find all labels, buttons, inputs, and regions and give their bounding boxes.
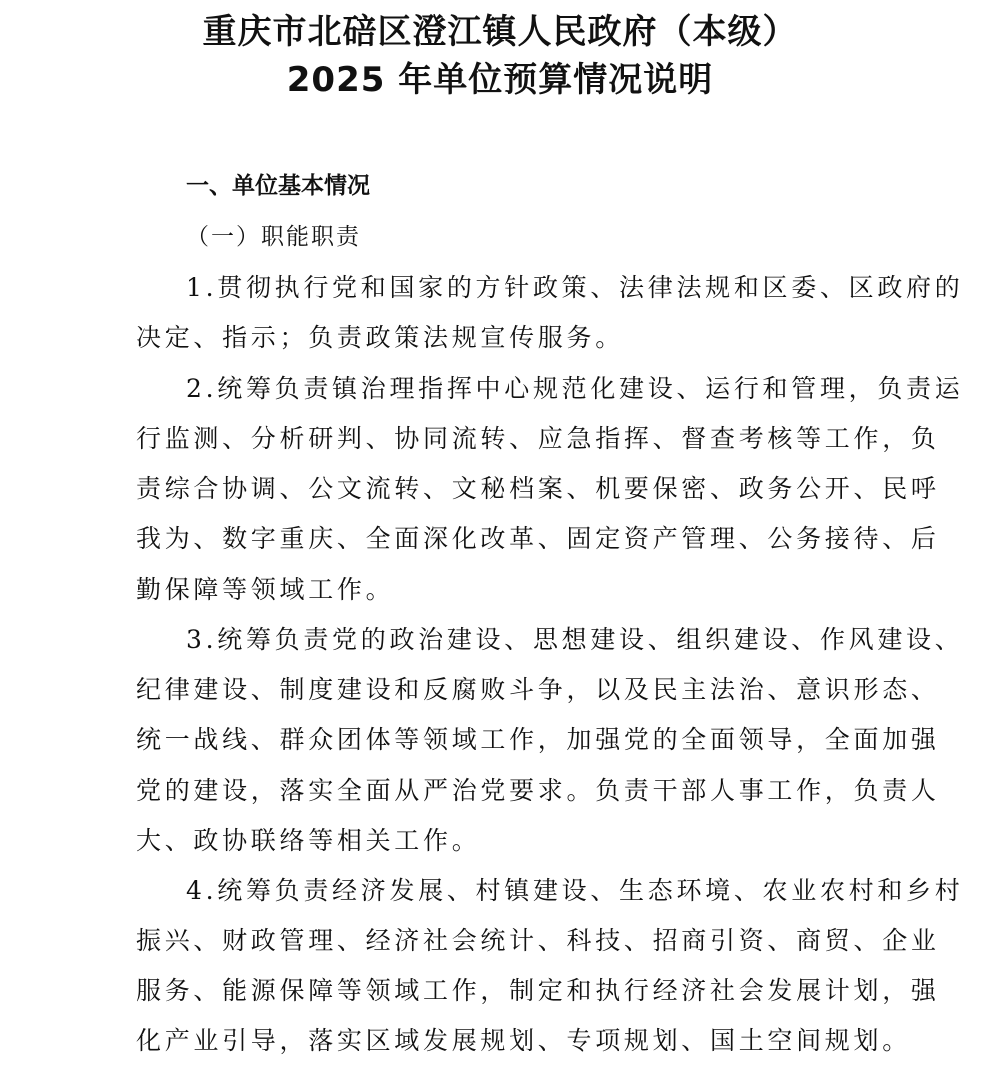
paragraph-4-line-1: 4.统筹负责经济发展、村镇建设、生态环境、农业农村和乡村 (186, 876, 964, 905)
paragraph-2-line-5: 勤保障等领域工作。 (136, 575, 395, 604)
section-heading: 一、单位基本情况 (186, 173, 370, 199)
document-title-line-1: 重庆市北碚区澄江镇人民政府（本级） (202, 12, 798, 52)
paragraph-2-line-4: 我为、数字重庆、全面深化改革、固定资产管理、公务接待、后 (136, 524, 940, 553)
paragraph-2-line-1: 2.统筹负责镇治理指挥中心规范化建设、运行和管理，负责运 (186, 374, 964, 403)
paragraph-3-line-2: 纪律建设、制度建设和反腐败斗争，以及民主法治、意识形态、 (136, 675, 940, 704)
paragraph-4-line-4: 化产业引导，落实区域发展规划、专项规划、国土空间规划。 (136, 1026, 911, 1055)
paragraph-2-line-3: 责综合协调、公文流转、文秘档案、机要保密、政务公开、民呼 (136, 474, 940, 503)
paragraph-3-line-5: 大、政协联络等相关工作。 (136, 826, 481, 855)
paragraph-2-line-2: 行监测、分析研判、协同流转、应急指挥、督查考核等工作，负 (136, 424, 940, 453)
document-title-line-2: 2025 年单位预算情况说明 (286, 60, 714, 100)
paragraph-3-line-4: 党的建设，落实全面从严治党要求。负责干部人事工作，负责人 (136, 776, 940, 805)
paragraph-3-line-1: 3.统筹负责党的政治建设、思想建设、组织建设、作风建设、 (186, 625, 964, 654)
paragraph-3-line-3: 统一战线、群众团体等领域工作，加强党的全面领导，全面加强 (136, 725, 940, 754)
paragraph-1-line-2: 决定、指示；负责政策法规宣传服务。 (136, 323, 624, 352)
paragraph-1-line-1: 1.贯彻执行党和国家的方针政策、法律法规和区委、区政府的 (186, 273, 964, 302)
paragraph-4-line-2: 振兴、财政管理、经济社会统计、科技、招商引资、商贸、企业 (136, 926, 940, 955)
paragraph-4-line-3: 服务、能源保障等领域工作，制定和执行经济社会发展计划，强 (136, 976, 940, 1005)
section-subheading: （一）职能职责 (186, 224, 361, 250)
